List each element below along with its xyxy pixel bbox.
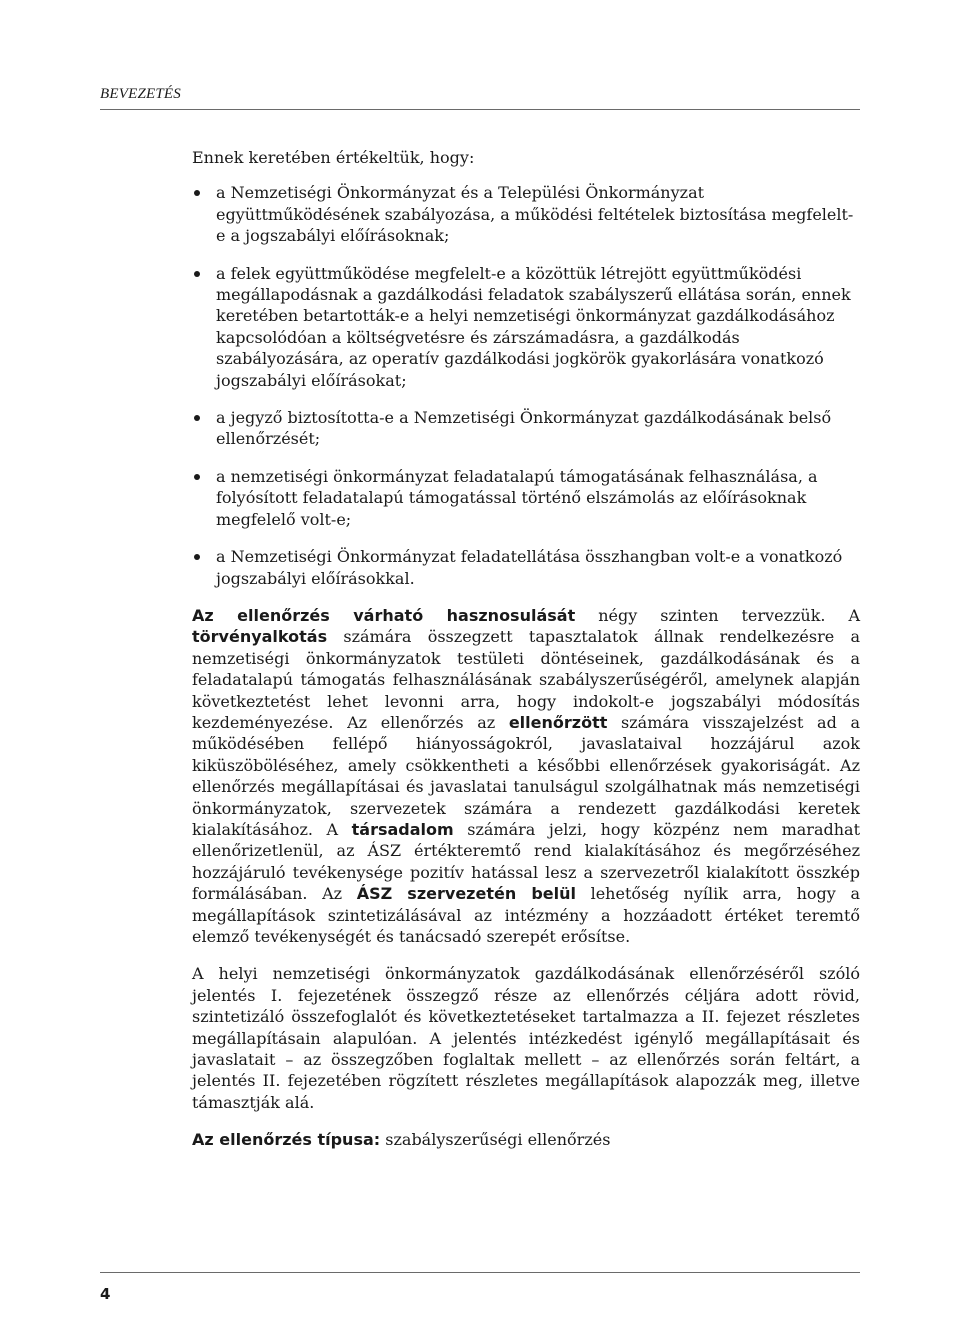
section-title: BEVEZETÉS [100, 86, 181, 102]
utilization-paragraph [192, 605, 860, 948]
page-number: 4 [100, 1285, 111, 1303]
paragraph-text: számára összegzett tapasztalatok állnak rendelkezésre a nemzetiségi önkormányzatok testületi döntéseinek, gazdálkodásának és a feladatalapú támogatás felhasználásának szabályszerűségéről, amelynek alapján következtetést lehet levonni arra, hogy indokolt-e jogszabályi módosítás kezdeményezése. Az ellenőrzés az [192, 627, 860, 732]
list-item [192, 546, 860, 589]
paragraph-text: számára visszajelzést ad a működésében fellépő hiányosságokról, javaslataival hozzájárul azok kiküszöböléséhez, amely csökkentheti a későbbi ellenőrzések gyakoriságát. Az ellenőrzés megállapításai és javaslatai tanulságul szolgálhatnak más nemzetiségi önkormányzatok, szervezetek számára a rendezett gazdálkodási keretek kialakításához. A [192, 712, 860, 839]
paragraph-text: lehetőség nyílik arra, hogy a megállapítások szintetizálásával az intézmény a hozzáadott értéket teremtő elemző tevékenységét és tanácsadó szerepét erősítse. [192, 884, 860, 946]
bullet-icon [194, 271, 200, 277]
bullet-icon [194, 474, 200, 480]
list-item-text: a Nemzetiségi Önkormányzat és a Települési Önkormányzat együttműködésének szabályozása, a működési feltételek biztosítása megfelelt-e a jogszabályi előírásoknak; [216, 183, 854, 246]
bullet-icon [194, 554, 200, 560]
bullet-icon [194, 190, 200, 196]
list-item [192, 466, 860, 530]
list-item [192, 263, 860, 391]
audit-type-value: szabályszerűségi ellenőrzés [380, 1130, 611, 1150]
header-rule [100, 109, 860, 110]
bold-phrase: társadalom [351, 819, 454, 839]
list-item [192, 407, 860, 450]
intro-paragraph: Ennek keretében értékeltük, hogy: [192, 148, 475, 167]
bullet-icon [194, 415, 200, 421]
list-item-text: a felek együttműködése megfelelt-e a közöttük létrejött együttműködési megállapodásnak a gazdálkodási feladatok szabályszerű ellátása során, ennek keretében betartották-e a helyi nemzetiségi önkormányzat gazdálkodásához kapcsolódóan a költségvetésre és zárszámadásra, a gazdálkodás szabályozására, az operatív gazdálkodási jogkörök gyakorlására vonatkozó jogszabályi előírásokat; [216, 263, 851, 390]
evaluation-list [192, 182, 860, 589]
bold-phrase: ellenőrzött [508, 712, 608, 732]
bold-phrase: Az ellenőrzés várható hasznosulását [192, 605, 576, 625]
audit-type-label: Az ellenőrzés típusa: [192, 1130, 381, 1150]
main-content [192, 147, 860, 1151]
paragraph-text: számára jelzi, hogy közpénz nem maradhat ellenőrizetlenül, az ÁSZ értékteremtő rend kialakításához és megőrzéséhez hozzájáruló tevékenysége pozitív hatással lesz a szervezetről kialakított összkép formálásában. Az [192, 819, 860, 904]
list-item-text: a jegyző biztosította-e a Nemzetiségi Önkormányzat gazdálkodásának belső ellenőrzését; [216, 408, 832, 449]
bold-phrase: törvényalkotás [192, 627, 328, 647]
list-item [192, 182, 860, 246]
page-footer [100, 1272, 860, 1303]
list-item-text: a Nemzetiségi Önkormányzat feladatellátása összhangban volt-e a vonatkozó jogszabályi előírásokkal. [216, 547, 843, 588]
bold-phrase: ÁSZ szervezetén belül [356, 884, 576, 904]
footer-rule [100, 1272, 860, 1273]
audit-type-line [192, 1129, 860, 1150]
page-header [100, 86, 860, 118]
paragraph-text: négy szinten tervezzük. A [575, 605, 861, 625]
list-item-text: a nemzetiségi önkormányzat feladatalapú támogatásának felhasználása, a folyósított feladatalapú támogatással történő elszámolás az előírásoknak megfelelő volt-e; [216, 466, 818, 529]
report-structure-paragraph: A helyi nemzetiségi önkormányzatok gazdálkodásának ellenőrzéséről szóló jelentés I. fejezetének összegző része az ellenőrzés céljára adott rövid, szintetizáló összefoglalót és következtetéseket tartalmazza a II. fejezet részletes megállapításain alapulóan. A jelentés intézkedést igénylő megállapításait és javaslatait – az összegzőben foglaltak mellett – az ellenőrzés során feltárt, a jelentés II. fejezetében rögzített részletes megállapítások alapozzák meg, illetve támasztják alá. [192, 964, 860, 1112]
